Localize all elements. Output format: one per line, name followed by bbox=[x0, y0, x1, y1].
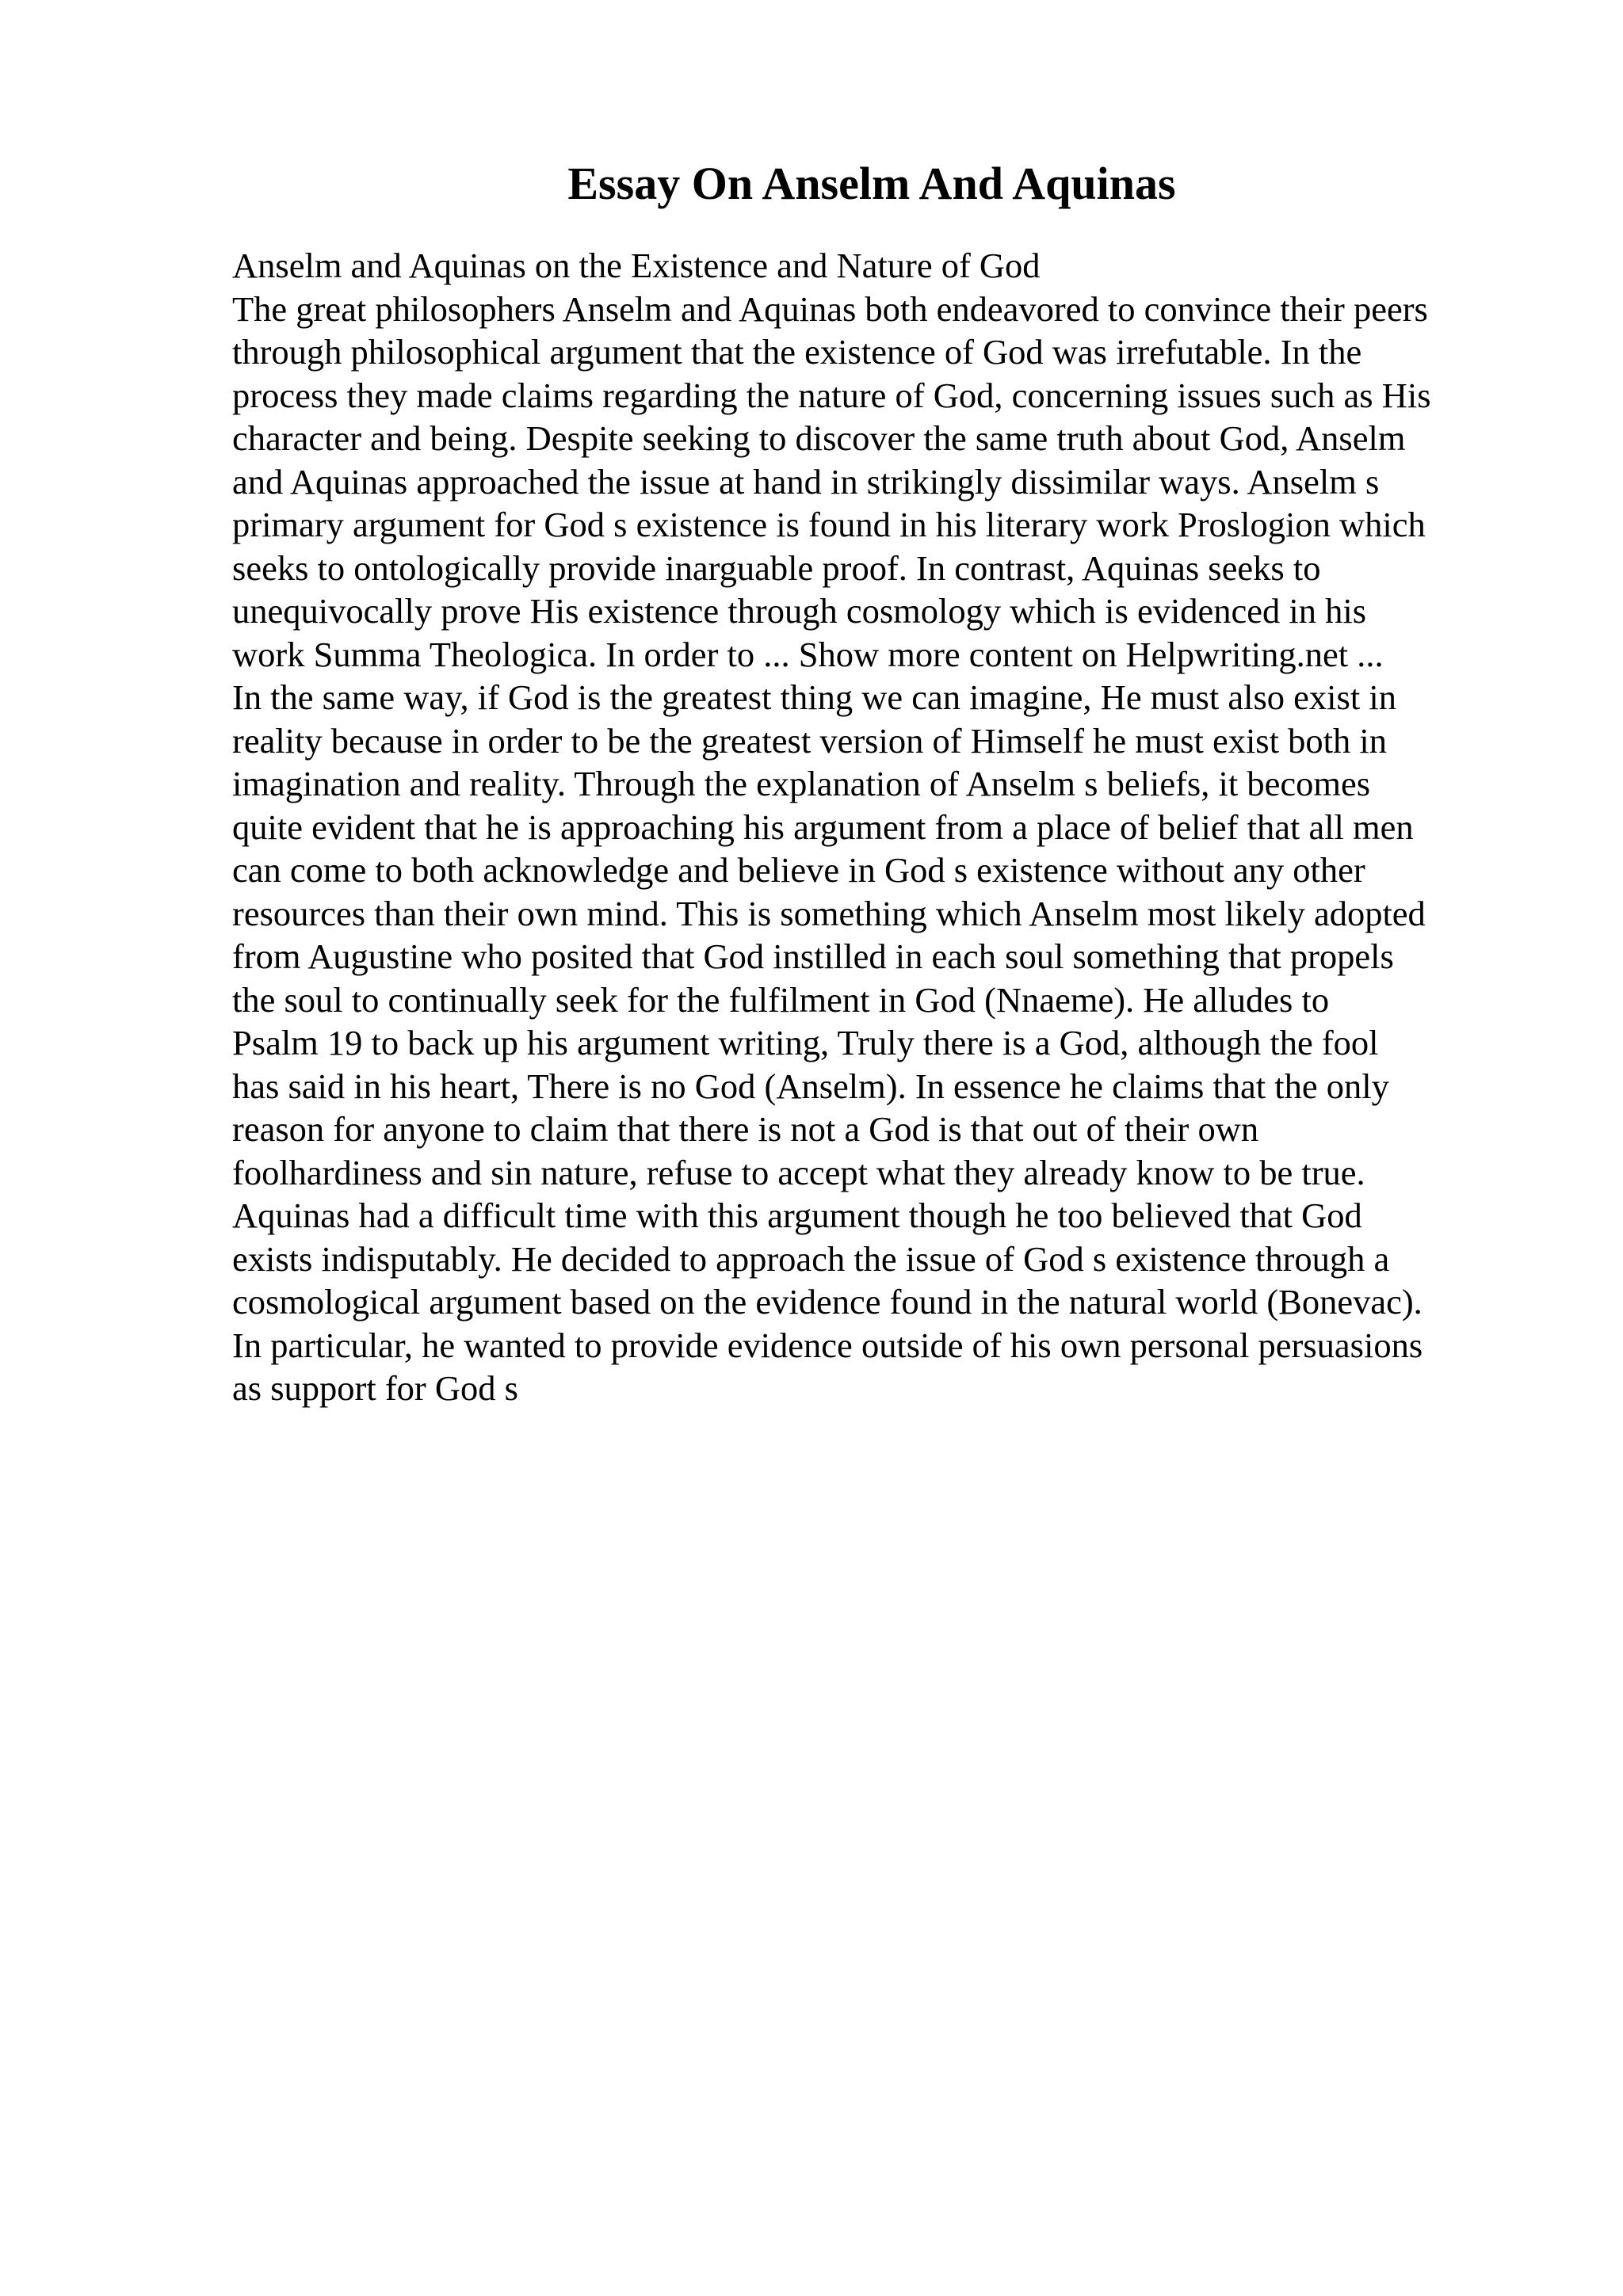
document-body bbox=[232, 244, 1595, 1410]
body-line: from Augustine who posited that God instilled in each soul something that propels bbox=[232, 936, 1394, 976]
body-line: foolhardiness and sin nature, refuse to accept what they already know to be true. bbox=[232, 1152, 1365, 1192]
body-line: The great philosophers Anselm and Aquinas both endeavored to convince their peers bbox=[232, 288, 1428, 329]
body-line: cosmological argument based on the evidence found in the natural world (Bonevac). bbox=[232, 1282, 1423, 1322]
body-line: primary argument for God s existence is found in his literary work Proslogion which bbox=[232, 505, 1426, 544]
body-line: resources than their own mind. This is something which Anselm most likely adopted bbox=[232, 893, 1426, 933]
body-line: quite evident that he is approaching his argument from a place of belief that all men bbox=[232, 807, 1414, 847]
body-line: In the same way, if God is the greatest thing we can imagine, He must also exist in bbox=[232, 677, 1396, 717]
body-line: In particular, he wanted to provide evidence outside of his own personal persuasions bbox=[232, 1325, 1423, 1365]
body-line: has said in his heart, There is no God (Anselm). In essence he claims that the only bbox=[232, 1066, 1389, 1106]
body-line: Anselm and Aquinas on the Existence and Nature of God bbox=[232, 246, 1041, 285]
body-line: the soul to continually seek for the fulfilment in God (Nnaeme). He alludes to bbox=[232, 979, 1330, 1020]
body-line: Aquinas had a difficult time with this argument though he too believed that God bbox=[232, 1196, 1362, 1235]
body-line: unequivocally prove His existence through cosmology which is evidenced in his bbox=[232, 591, 1367, 631]
body-line: character and being. Despite seeking to discover the same truth about God, Anselm bbox=[232, 418, 1406, 458]
body-line: can come to both acknowledge and believe in God s existence without any other bbox=[232, 850, 1365, 890]
body-line: reality because in order to be the greatest version of Himself he must exist both in bbox=[232, 720, 1387, 761]
body-line: reason for anyone to claim that there is not a God is that out of their own bbox=[232, 1109, 1259, 1149]
document-title: Essay On Anselm And Aquinas bbox=[567, 158, 1176, 209]
body-line: process they made claims regarding the nature of God, concerning issues such as His bbox=[232, 375, 1431, 415]
body-line: and Aquinas approached the issue at hand in strikingly dissimilar ways. Anselm s bbox=[232, 461, 1380, 502]
body-line: exists indisputably. He decided to approach the issue of God s existence through a bbox=[232, 1238, 1390, 1279]
body-line: seeks to ontologically provide inarguable proof. In contrast, Aquinas seeks to bbox=[232, 547, 1321, 588]
body-line: as support for God s bbox=[232, 1368, 518, 1408]
body-line: work Summa Theologica. In order to ... Show more content on Helpwriting.net ... bbox=[232, 634, 1384, 674]
body-line: Psalm 19 to back up his argument writing, Truly there is a God, although the fool bbox=[232, 1023, 1379, 1062]
body-line: imagination and reality. Through the explanation of Anselm s beliefs, it becomes bbox=[232, 764, 1371, 803]
body-line: through philosophical argument that the existence of God was irrefutable. In the bbox=[232, 332, 1362, 372]
